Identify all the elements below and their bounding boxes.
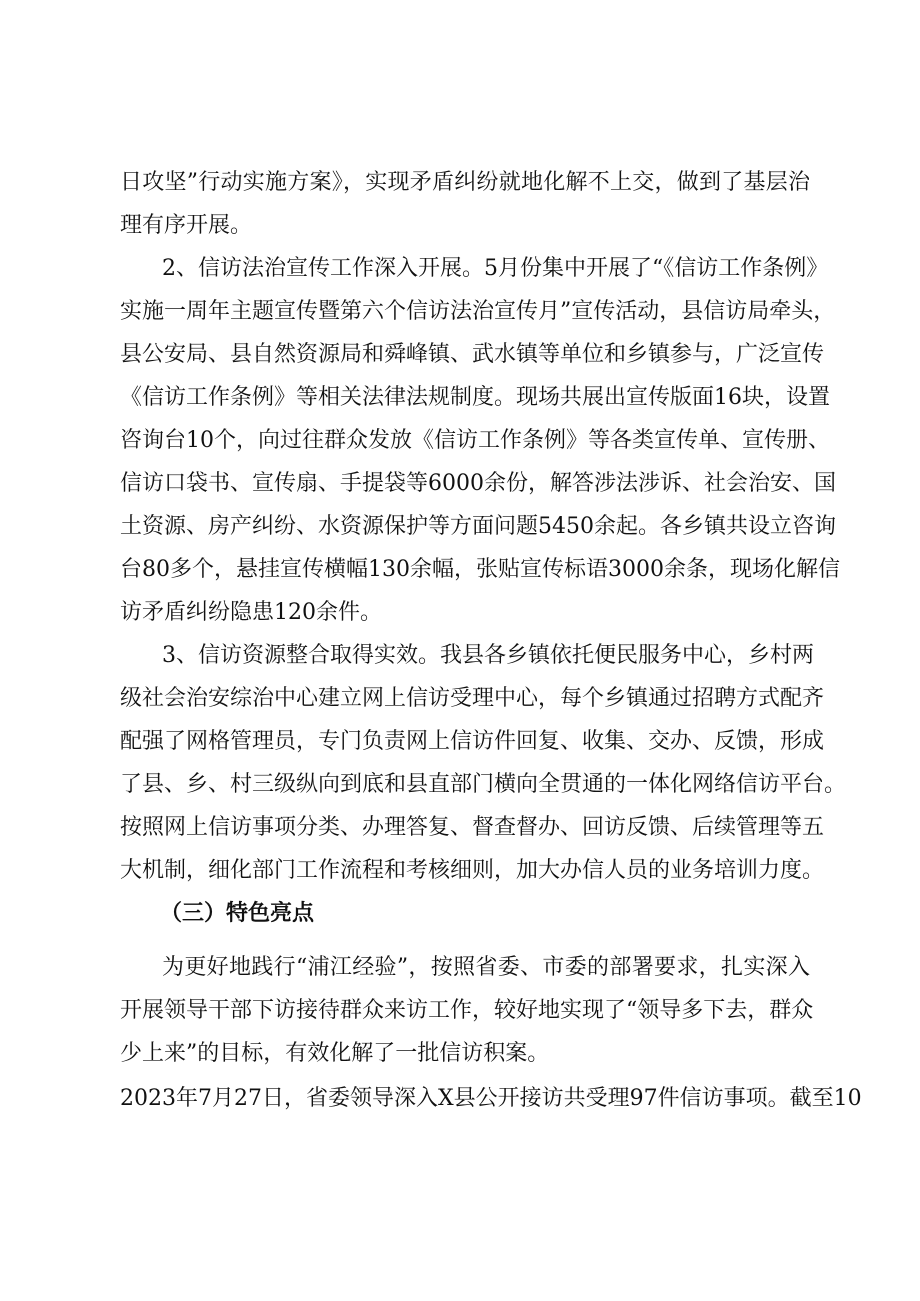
text-line-7: 咨询台10个，向过往群众发放《信访工作条例》等各类宣传单、宣传册、 xyxy=(120,428,830,453)
text-line-10: 台80多个，悬挂宣传横幅130余幅，张贴宣传标语3000余条，现场化解信 xyxy=(120,557,840,582)
text-line-22: 2023年7月27日，省委领导深入X县公开接访共受理97件信访事项。截至10 xyxy=(120,1086,862,1111)
text-line-20: 开展领导干部下访接待群众来访工作，较好地实现了“领导多下去，群众 xyxy=(120,998,814,1023)
text-line-1: 日攻坚”行动实施方案》，实现矛盾纠纷就地化解不上交，做到了基层治 xyxy=(120,170,810,195)
text-line-8: 信访口袋书、宣传扇、手提袋等6000余份，解答涉法涉诉、社会治安、国 xyxy=(120,471,836,496)
text-line-15: 了县、乡、村三级纵向到底和县直部门横向全贯通的一体化网络信访平台。 xyxy=(120,772,847,797)
section-heading: （三）特色亮点 xyxy=(160,901,315,926)
text-line-13: 级社会治安综治中心建立网上信访受理中心，每个乡镇通过招聘方式配齐 xyxy=(120,686,825,711)
paragraph-3-start: 3、信访资源整合取得实效。我县各乡镇依托便民服务中心，乡村两 xyxy=(162,643,814,668)
paragraph-4-start: 为更好地践行“浦江经验”，按照省委、市委的部署要求，扎实深入 xyxy=(162,955,810,980)
paragraph-2-start: 2、信访法治宣传工作深入开展。5月份集中开展了“《信访工作条例》 xyxy=(162,256,829,281)
text-line-16: 按照网上信访事项分类、办理答复、督查督办、回访反馈、后续管理等五 xyxy=(120,815,825,840)
text-line-9: 土资源、房产纠纷、水资源保护等方面问题5450余起。各乡镇共设立咨询 xyxy=(120,514,836,539)
text-line-11: 访矛盾纠纷隐患120余件。 xyxy=(120,600,382,625)
text-line-2: 理有序开展。 xyxy=(120,213,253,238)
text-line-4: 实施一周年主题宣传暨第六个信访法治宣传月”宣传活动，县信访局牵头， xyxy=(120,299,836,324)
text-line-21: 少上来”的目标，有效化解了一批信访积案。 xyxy=(120,1041,550,1066)
text-line-6: 《信访工作条例》等相关法律法规制度。现场共展出宣传版面16块，设置 xyxy=(120,385,830,410)
text-line-5: 县公安局、县自然资源局和舜峰镇、武水镇等单位和乡镇参与，广泛宣传 xyxy=(120,342,825,367)
text-line-17: 大机制，细化部门工作流程和考核细则，加大办信人员的业务培训力度。 xyxy=(120,858,825,883)
text-line-14: 配强了网格管理员，专门负责网上信访件回复、收集、交办、反馈，形成 xyxy=(120,729,825,754)
